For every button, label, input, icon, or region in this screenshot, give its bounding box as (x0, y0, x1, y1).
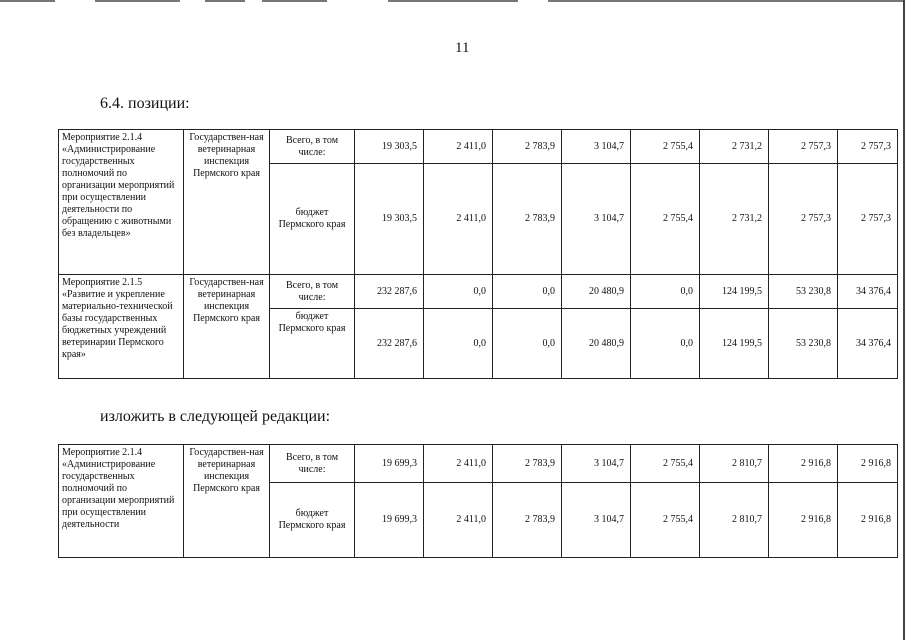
value-cell: 2 783,9 (493, 130, 562, 164)
funding-source-cell: Всего, в том числе: (270, 445, 355, 483)
value-cell: 0,0 (631, 309, 700, 379)
value-cell: 19 303,5 (355, 130, 424, 164)
value-cell: 2 916,8 (838, 445, 898, 483)
executor-cell: Государствен-ная ветеринарная инспекция Пермского края (184, 130, 270, 275)
value-cell: 19 699,3 (355, 483, 424, 558)
value-cell: 3 104,7 (562, 130, 631, 164)
funding-source-cell: бюджет Пермского края (270, 309, 355, 379)
value-cell: 53 230,8 (769, 275, 838, 309)
section-heading-positions: 6.4. позиции: (100, 95, 190, 112)
measure-name-cell: Мероприятие 2.1.4 «Администрирование государственных полномочий по организации мероприятий при осуществлении деятельности по обращению с животными без владельцев» (59, 130, 184, 275)
table-row (59, 445, 898, 483)
value-cell: 2 411,0 (424, 130, 493, 164)
value-cell: 2 757,3 (838, 164, 898, 275)
value-cell: 2 755,4 (631, 164, 700, 275)
value-cell: 2 731,2 (700, 130, 769, 164)
value-cell: 0,0 (424, 309, 493, 379)
value-cell: 2 916,8 (769, 445, 838, 483)
value-cell: 2 411,0 (424, 164, 493, 275)
scan-artifact-line (388, 0, 518, 2)
budget-table-new (58, 444, 898, 558)
scan-artifact-line (548, 0, 905, 2)
executor-cell: Государствен-ная ветеринарная инспекция Пермского края (184, 445, 270, 558)
value-cell: 2 755,4 (631, 445, 700, 483)
value-cell: 2 757,3 (769, 130, 838, 164)
value-cell: 0,0 (493, 309, 562, 379)
value-cell: 232 287,6 (355, 275, 424, 309)
scan-artifact-line (95, 0, 180, 2)
value-cell: 2 411,0 (424, 445, 493, 483)
value-cell: 0,0 (424, 275, 493, 309)
value-cell: 0,0 (493, 275, 562, 309)
value-cell: 2 810,7 (700, 483, 769, 558)
value-cell: 34 376,4 (838, 275, 898, 309)
executor-cell: Государствен-ная ветеринарная инспекция Пермского края (184, 275, 270, 379)
value-cell: 53 230,8 (769, 309, 838, 379)
value-cell: 0,0 (631, 275, 700, 309)
value-cell: 2 783,9 (493, 445, 562, 483)
value-cell: 2 755,4 (631, 130, 700, 164)
value-cell: 20 480,9 (562, 275, 631, 309)
value-cell: 124 199,5 (700, 275, 769, 309)
funding-source-cell: бюджет Пермского края (270, 483, 355, 558)
value-cell: 2 755,4 (631, 483, 700, 558)
value-cell: 2 916,8 (769, 483, 838, 558)
value-cell: 19 699,3 (355, 445, 424, 483)
value-cell: 3 104,7 (562, 164, 631, 275)
funding-source-cell: бюджет Пермского края (270, 164, 355, 275)
value-cell: 2 411,0 (424, 483, 493, 558)
table-row (59, 275, 898, 309)
budget-table-old (58, 129, 898, 379)
value-cell: 3 104,7 (562, 445, 631, 483)
value-cell: 20 480,9 (562, 309, 631, 379)
funding-source-cell: Всего, в том числе: (270, 275, 355, 309)
value-cell: 2 810,7 (700, 445, 769, 483)
scan-artifact-line (0, 0, 55, 2)
value-cell: 19 303,5 (355, 164, 424, 275)
page-number: 11 (455, 40, 470, 56)
value-cell: 232 287,6 (355, 309, 424, 379)
funding-source-cell: Всего, в том числе: (270, 130, 355, 164)
value-cell: 2 916,8 (838, 483, 898, 558)
value-cell: 124 199,5 (700, 309, 769, 379)
scan-artifact-line (262, 0, 327, 2)
value-cell: 34 376,4 (838, 309, 898, 379)
section-heading-new-edition: изложить в следующей редакции: (100, 408, 331, 425)
table-row (59, 130, 898, 164)
value-cell: 2 783,9 (493, 164, 562, 275)
value-cell: 3 104,7 (562, 483, 631, 558)
value-cell: 2 731,2 (700, 164, 769, 275)
value-cell: 2 757,3 (769, 164, 838, 275)
measure-name-cell: Мероприятие 2.1.5 «Развитие и укрепление материально-технической базы государственных бюджетных учреждений ветеринарии Пермского края» (59, 275, 184, 379)
value-cell: 2 757,3 (838, 130, 898, 164)
scan-artifact-line (205, 0, 245, 2)
value-cell: 2 783,9 (493, 483, 562, 558)
measure-name-cell: Мероприятие 2.1.4 «Администрирование государственных полномочий по организации мероприятий при осуществлении деятельности (59, 445, 184, 558)
